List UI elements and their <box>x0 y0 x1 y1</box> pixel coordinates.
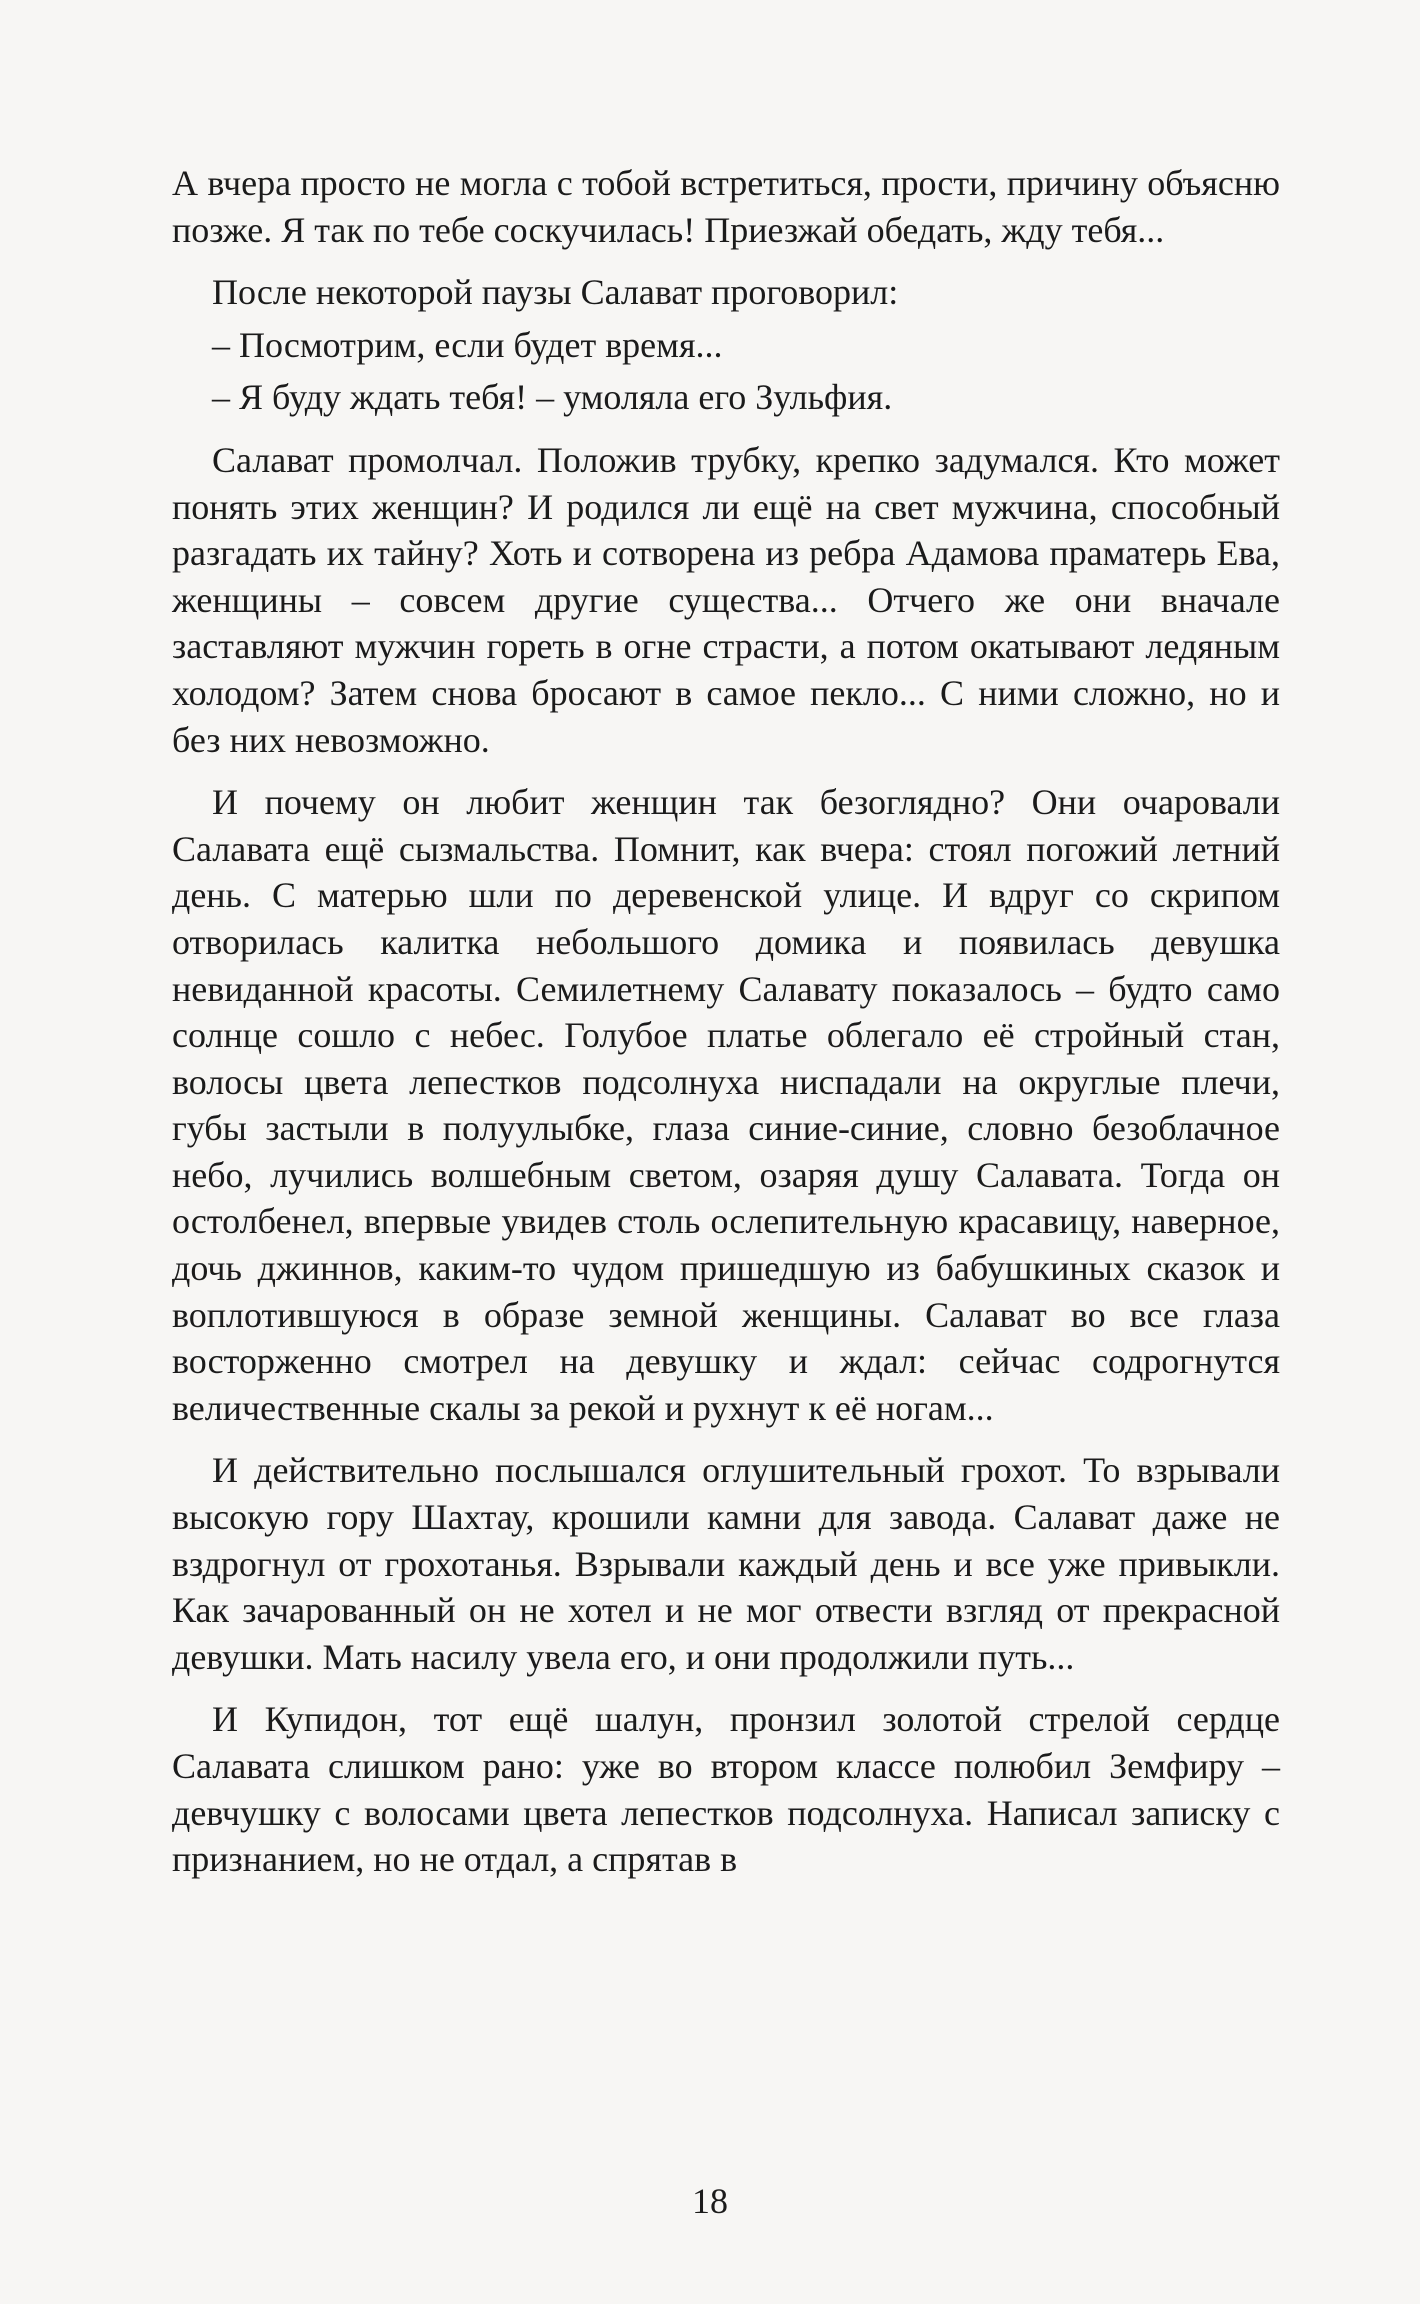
paragraph: И Купидон, тот ещё шалун, пронзил золотой стрелой сердце Салавата слишком рано: уже во втором классе полюбил Земфиру – девчушку с волосами цвета лепестков подсолнуха. Написал записку с признанием, но не отдал, а спрятав в <box>172 1699 1280 1880</box>
page-number: 18 <box>692 2181 728 2221</box>
paragraph: И почему он любит женщин так безоглядно? Они очаровали Салавата ещё сызмальства. Помнит, как вчера: стоял погожий летний день. С матерью шли по деревенской улице. И вдруг со скрипом отворилась калитка небольшого домика и появилась девушка невиданной красоты. Семилетнему Салавату показалось – будто само солнце сошло с небес. Голубое платье облегало её стройный стан, волосы цвета лепестков подсолнуха ниспадали на округлые плечи, губы застыли в полуулыбке, глаза синие-синие, словно безоблачное небо, лучились волшебным светом, озаряя душу Салавата. Тогда он остолбенел, впервые увидев столь ослепительную красавицу, наверное, дочь джиннов, каким-то чудом пришедшую из бабушкиных сказок и воплотившуюся в образе земной женщины. Салават во все глаза восторженно смотрел на девушку и ждал: сейчас содрогнутся величественные скалы за рекой и рухнут к её ногам... <box>172 782 1280 1428</box>
paragraph: Салават промолчал. Положив трубку, крепко задумался. Кто может понять этих женщин? И родился ли ещё на свет мужчина, способный разгадать их тайну? Хоть и сотворена из ребра Адамова праматерь Ева, женщины – совсем другие существа... Отчего же они вначале заставляют мужчин гореть в огне страсти, а потом окатывают ледяным холодом? Затем снова бросают в самое пекло... С ними сложно, но и без них невозможно. <box>172 439 1280 760</box>
paragraph: – Посмотрим, если будет время... <box>212 324 723 365</box>
body-text <box>172 160 1280 1899</box>
paragraph: И действительно послышался оглушительный грохот. То взрывали высокую гору Шахтау, крошили камни для завода. Салават даже не вздрогнул от грохотанья. Взрывали каждый день и все уже привыкли. Как зачарованный он не хотел и не мог отвести взгляд от прекрасной девушки. Мать насилу увела его, и они продолжили путь... <box>172 1450 1280 1677</box>
paragraph: После некоторой паузы Салават проговорил: <box>212 272 899 313</box>
paragraph: А вчера просто не могла с тобой встретиться, прости, причину объясню позже. Я так по тебе соскучилась! Приезжай обедать, жду тебя... <box>172 163 1280 250</box>
paragraph: – Я буду ждать тебя! – умоляла его Зульфия. <box>212 377 893 418</box>
